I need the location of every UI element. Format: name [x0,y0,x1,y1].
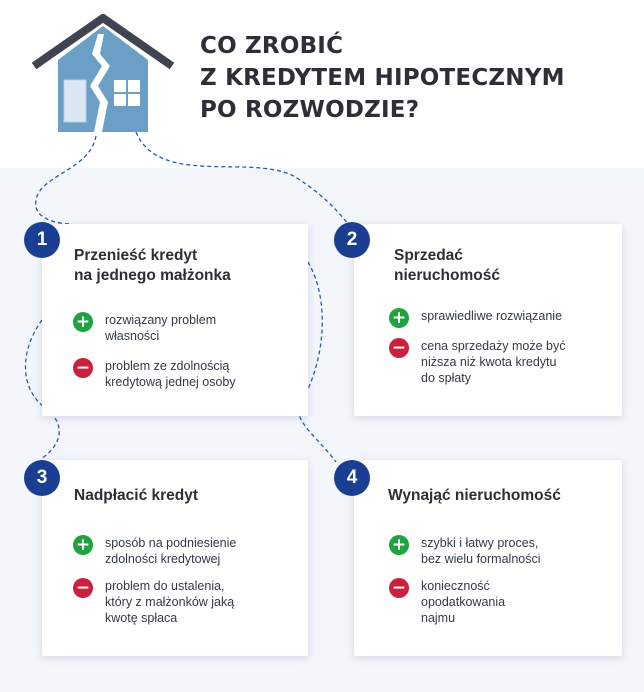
pro-item [73,312,216,344]
option-card-2 [354,224,622,416]
card-title [74,486,198,506]
minus-circle-icon: − [73,578,93,598]
option-card-1 [42,224,308,416]
pro-item [389,535,541,567]
text-line: sprawiedliwe rozwiązanie [421,309,563,323]
broken-house-icon [28,14,178,138]
card-title-line: Nadpłacić kredyt [74,487,199,504]
page-title [200,30,565,126]
text-line: opodatkowania [421,595,506,609]
text-line: własności [105,329,160,343]
pro-text [105,312,216,344]
plus-circle-icon: + [73,535,93,555]
text-line: kwotę spłaca [105,611,178,625]
plus-circle-icon: + [389,535,409,555]
card-title [74,246,231,286]
con-item [389,578,505,626]
text-line: najmu [421,611,456,625]
minus-circle-icon: − [389,338,409,358]
text-line: bez wielu formalności [421,552,541,566]
pro-text [421,535,541,567]
plus-circle-icon: + [389,308,409,328]
pro-item [73,535,236,567]
con-text [105,358,236,390]
title-line-3: PO ROZWODZIE? [200,97,420,123]
step-number-3: 3 [24,460,60,496]
card-title-line: Wynająć nieruchomość [388,487,561,504]
card-title-line: nieruchomość [394,267,500,284]
con-text [105,578,234,626]
plus-circle-icon: + [73,312,93,332]
text-line: konieczność [421,579,490,593]
card-title-line: Sprzedać [394,247,463,264]
minus-circle-icon: − [389,578,409,598]
text-line: kredytową jednej osoby [105,375,236,389]
con-item [73,578,234,626]
text-line: zdolności kredytowej [105,552,221,566]
text-line: problem ze zdolnością [105,359,230,373]
card-title-line: na jednego małżonka [74,267,231,284]
con-text [421,578,505,626]
text-line: problem do ustalenia, [105,579,225,593]
con-text [421,338,566,386]
text-line: cena sprzedaży może być [421,339,566,353]
card-title-line: Przenieść kredyt [74,247,198,264]
pro-text [421,308,562,324]
text-line: sposób na podniesienie [105,536,237,550]
minus-circle-icon: − [73,358,93,378]
title-line-2: Z KREDYTEM HIPOTECZNYM [200,65,565,91]
step-number-2: 2 [334,222,370,258]
text-line: niższa niż kwota kredytu [421,355,557,369]
step-number-4: 4 [334,460,370,496]
step-number-1: 1 [24,222,60,258]
option-card-4 [354,460,622,656]
option-card-3 [42,460,308,656]
card-title [388,486,561,506]
pro-item [389,308,562,328]
text-line: szybki i łatwy proces, [421,536,539,550]
text-line: który z małżonków jaką [105,595,235,609]
text-line: do spłaty [421,371,472,385]
con-item [73,358,236,390]
con-item [389,338,566,386]
text-line: rozwiązany problem [105,313,217,327]
card-title [394,246,500,286]
title-line-1: CO ZROBIĆ [200,33,344,59]
pro-text [105,535,236,567]
